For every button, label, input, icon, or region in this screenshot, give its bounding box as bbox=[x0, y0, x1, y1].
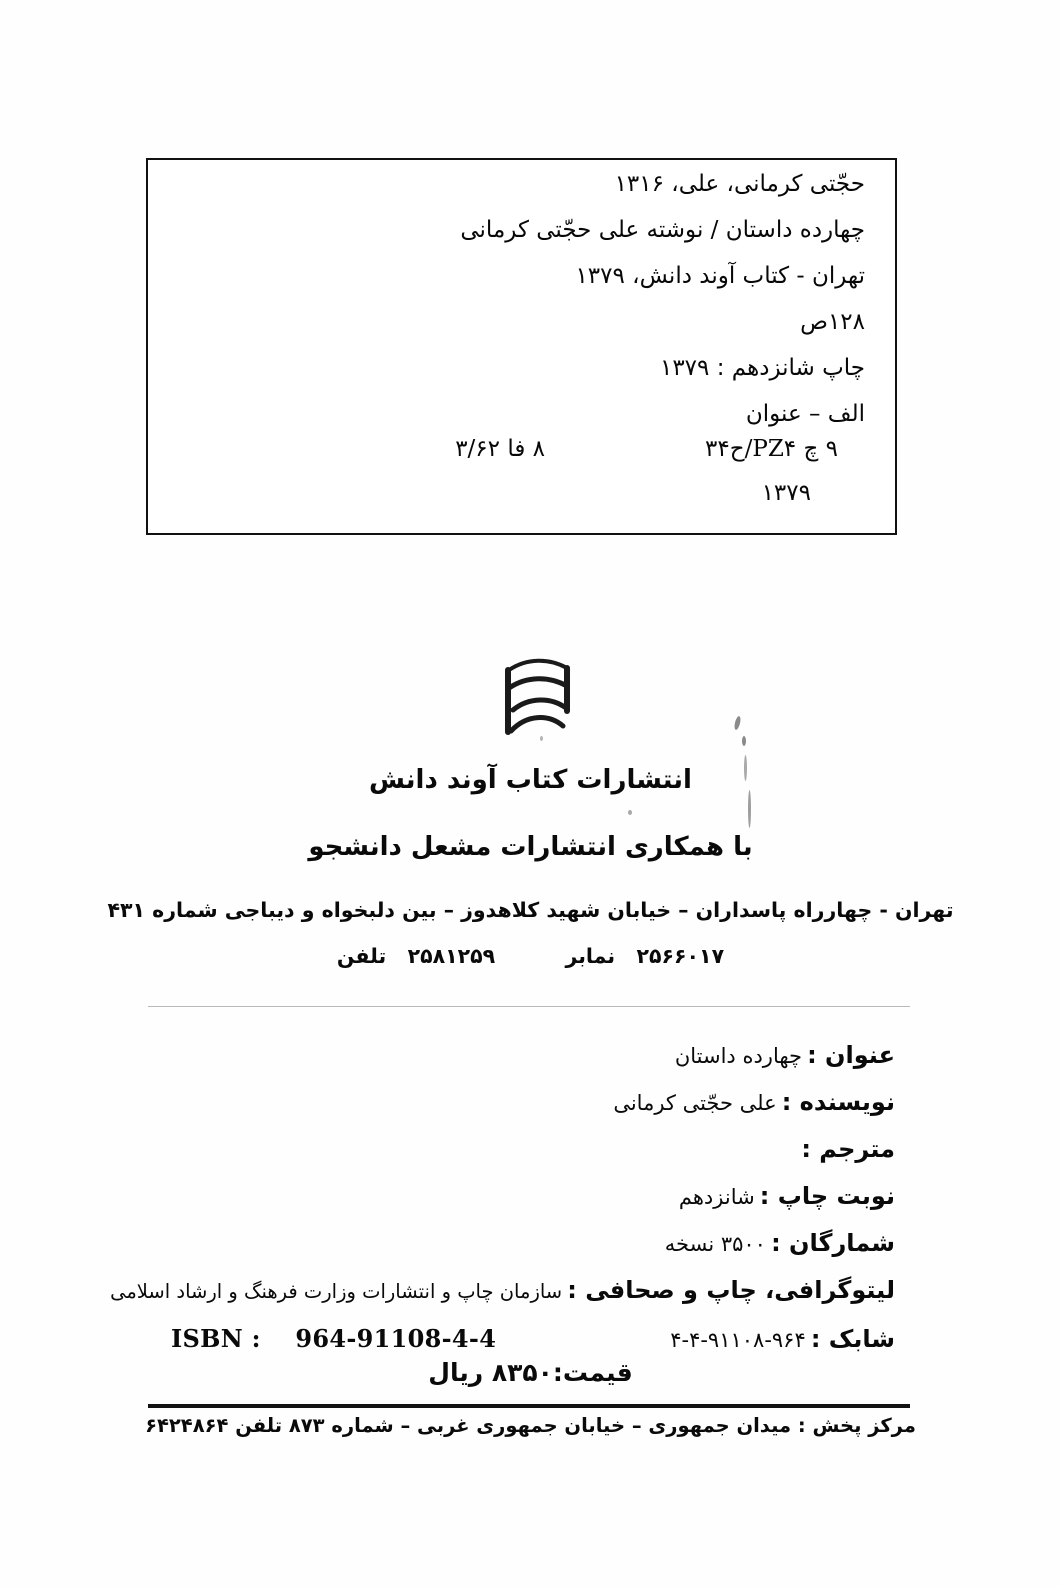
metadata-label: شمارگان : bbox=[771, 1229, 895, 1257]
metadata-label: مترجم : bbox=[801, 1135, 895, 1163]
metadata-value: چهارده داستان bbox=[674, 1044, 802, 1068]
isbn-latin-label: ISBN : bbox=[171, 1324, 261, 1353]
metadata-row-print-run bbox=[165, 1220, 895, 1267]
metadata-row-translator bbox=[165, 1126, 895, 1173]
cip-box bbox=[146, 158, 897, 535]
scan-artifact bbox=[748, 790, 751, 828]
publisher-name: انتشارات کتاب آوند دانش bbox=[369, 765, 692, 795]
metadata-label: عنوان : bbox=[807, 1041, 895, 1069]
distribution-center: مرکز پخش : میدان جمهوری – خیابان جمهوری غربی – شماره ۸۷۳ تلفن ۶۴۲۴۸۶۴ bbox=[145, 1414, 916, 1437]
scan-artifact bbox=[540, 736, 543, 741]
cip-call-number-prefix: ۹ چ bbox=[803, 436, 838, 462]
cip-pages-line: ۱۲۸ص bbox=[800, 309, 865, 335]
divider bbox=[148, 1404, 910, 1408]
book-metadata-list bbox=[110, 1032, 895, 1364]
price bbox=[0, 1358, 1061, 1387]
cip-subject-line: الف – عنوان bbox=[745, 401, 865, 427]
metadata-value: علی حجّتی کرمانی bbox=[613, 1091, 777, 1115]
isbn-label: شابک : bbox=[810, 1325, 895, 1353]
cip-author-line: حجّتی کرمانی، علی، ۱۳۱۶ bbox=[614, 171, 865, 197]
metadata-label: لیتوگرافی، چاپ و صحافی : bbox=[567, 1276, 895, 1304]
cip-edition-line: چاپ شانزدهم : ۱۳۷۹ bbox=[659, 355, 865, 381]
copublisher-name: با همکاری انتشارات مشعل دانشجو bbox=[308, 832, 753, 862]
metadata-value: سازمان چاپ و انتشارات وزارت فرهنگ و ارشاد اسلامی bbox=[110, 1280, 563, 1303]
cip-call-number-latin: PZ۴/ح۳۴ bbox=[705, 436, 797, 462]
cip-dewey-number: ۸ فا ۳/۶۲ bbox=[455, 436, 545, 462]
scan-artifact bbox=[628, 810, 632, 815]
publisher-contact bbox=[0, 944, 1061, 968]
open-book-icon bbox=[487, 648, 587, 753]
metadata-row-title bbox=[165, 1032, 895, 1079]
publisher-address: تهران - چهارراه پاسداران – خیابان شهید کلاهدوز – بین دلبخواه و دیباجی شماره ۴۳۱ bbox=[107, 898, 954, 922]
metadata-value: شانزدهم bbox=[678, 1185, 755, 1209]
isbn-latin-value: 964-91108-4-4 bbox=[295, 1324, 497, 1353]
metadata-row-isbn bbox=[165, 1314, 895, 1364]
cip-call-number bbox=[705, 436, 838, 462]
isbn-value-persian: ۹۶۴-۹۱۱۰۸-۴-۴ bbox=[670, 1328, 806, 1352]
scan-artifact bbox=[733, 716, 741, 731]
phone-value: ۲۵۸۱۲۵۹ bbox=[407, 944, 496, 968]
metadata-label: نویسنده : bbox=[781, 1088, 895, 1116]
metadata-row-author bbox=[165, 1079, 895, 1126]
scan-artifact bbox=[742, 736, 746, 746]
divider bbox=[148, 1006, 910, 1007]
metadata-value: ۳۵۰۰ نسخه bbox=[664, 1232, 766, 1256]
isbn-latin bbox=[171, 1314, 496, 1364]
metadata-label: نوبت چاپ : bbox=[759, 1182, 895, 1210]
price-label: قیمت: bbox=[552, 1358, 633, 1387]
phone-label: تلفن bbox=[336, 944, 387, 968]
metadata-row-lithography bbox=[110, 1267, 895, 1314]
cip-call-number-year: ۱۳۷۹ bbox=[761, 480, 811, 506]
cip-title-line: چهارده داستان / نوشته علی حجّتی کرمانی bbox=[460, 217, 865, 243]
metadata-row-edition bbox=[165, 1173, 895, 1220]
price-value: ۸۳۵۰ ریال bbox=[428, 1358, 553, 1387]
cip-imprint-line: تهران - کتاب آوند دانش، ۱۳۷۹ bbox=[575, 263, 865, 289]
fax-value: ۲۵۶۶۰۱۷ bbox=[636, 944, 725, 968]
fax-label: نمابر bbox=[565, 944, 616, 968]
